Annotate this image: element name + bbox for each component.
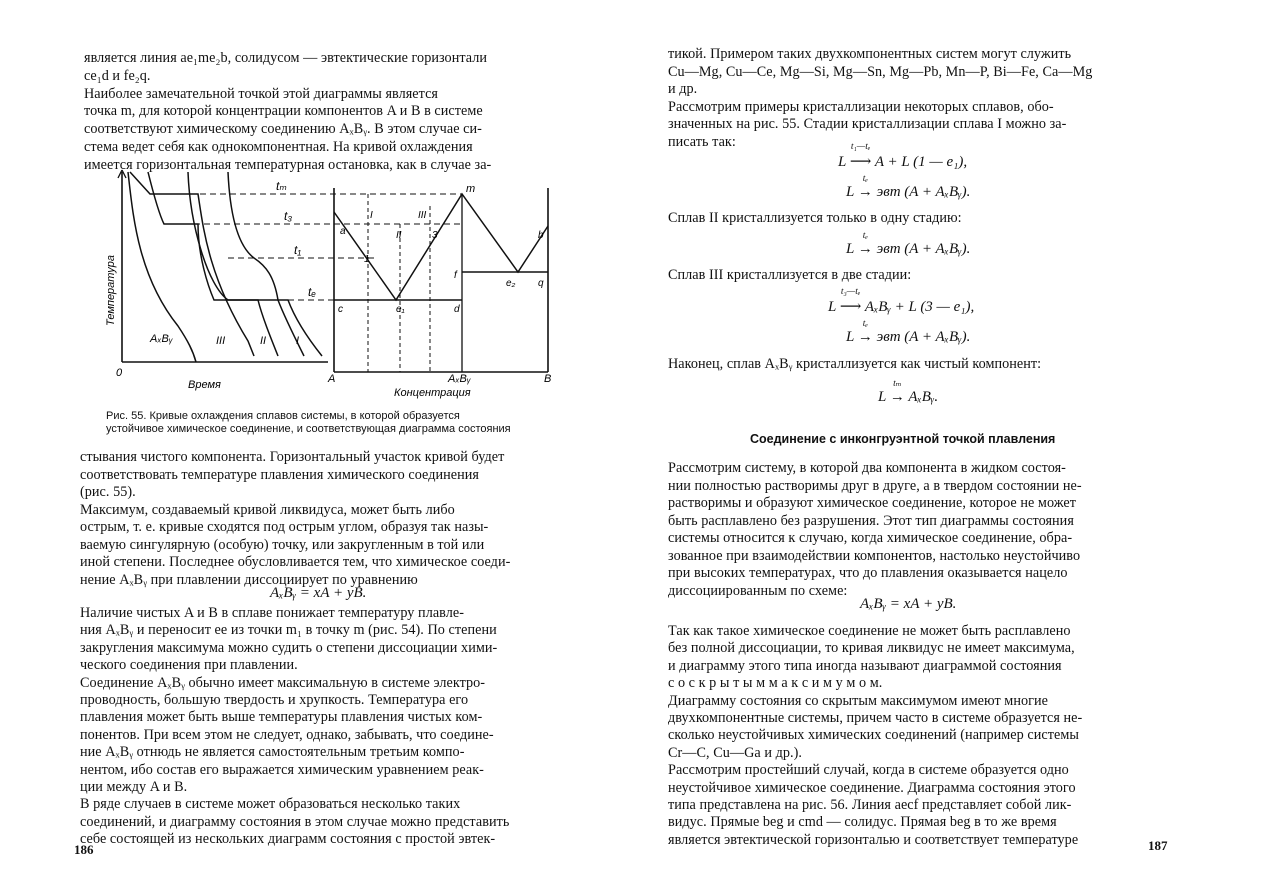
left-page xyxy=(0,0,630,894)
svg-text:tₘ: tₘ xyxy=(276,179,287,193)
svg-text:I: I xyxy=(370,210,373,221)
svg-text:c: c xyxy=(338,304,343,315)
text-line: нии полностью растворимы друг в друге, а в твердом состоянии не- xyxy=(668,477,1082,494)
text-line: видус. Прямые beg и cmd — солидус. Прямая beg в то же время xyxy=(668,814,1057,831)
svg-text:III: III xyxy=(418,210,427,221)
text-line: Соединение AₓBᵧ обычно имеет максимальную в системе электро- xyxy=(80,674,486,691)
svg-text:II: II xyxy=(260,335,267,347)
svg-text:I: I xyxy=(296,335,300,347)
text-line: типа представлена на рис. 56. Линия aecf представляет собой лик- xyxy=(668,797,1072,813)
text-line: ваемую сингулярную (особую) точку, или закругленным в той или xyxy=(80,536,485,553)
text-line: имеется горизонтальная температурная остановка, как в случае за- xyxy=(84,156,492,173)
svg-text:B: B xyxy=(544,373,552,385)
text-line: диссоциированным по схеме: xyxy=(668,582,848,599)
text-line: Так как такое химическое соединение не может быть расплавлено xyxy=(668,623,1071,639)
text-line: Наличие чистых A и B в сплаве понижает температуру плавле- xyxy=(80,605,464,621)
text-line: (рис. 55). xyxy=(80,484,136,500)
text-line: ние AₓBᵧ отнюдь не является самостоятельным третьим компо- xyxy=(80,744,465,761)
equation-dissociation-right: AₓBᵧ = xA + yB. xyxy=(860,596,957,612)
text-line: Cr—C, Cu—Ga и др.). xyxy=(668,744,802,761)
text-line: Максимум, создаваемый кривой ликвидуса, может быть либо xyxy=(80,501,455,518)
equation-alloy3-stage2: L tₑ → эвт (A + AₓBᵧ). xyxy=(846,319,971,345)
figure-caption-line1: Рис. 55. Кривые охлаждения сплавов системы, в которой образуется xyxy=(106,410,460,422)
svg-text:tₑ: tₑ xyxy=(308,285,316,299)
text-line: острым, т. е. кривые сходятся под острым углом, образуя так назы- xyxy=(80,519,489,535)
text-alloy3: Сплав III кристаллизуется в две стадии: xyxy=(668,267,912,283)
text-line: иной степени. Последнее обусловливается тем, что химическое соеди- xyxy=(80,554,511,570)
svg-text:AₓBᵧ: AₓBᵧ xyxy=(448,373,471,385)
svg-text:Время: Время xyxy=(188,379,221,391)
text-line: является линия ae₁me₂b, солидусом — эвтектические горизонтали xyxy=(84,50,488,66)
text-line: ческого соединения при плавлении. xyxy=(80,657,298,674)
equation-alloy1-stage1: L t₁—tₑ ⟶ A + L (1 — e₁), xyxy=(838,142,968,170)
text-line: зованное при взаимодействии компонентов, настолько неустойчиво xyxy=(668,547,1081,564)
text-line: при высоких температурах, что до плавления оказывается нацело xyxy=(668,565,1068,581)
text-line: нение AₓBᵧ при плавлении диссоциирует по уравнению xyxy=(80,571,418,588)
svg-text:t₁: t₁ xyxy=(294,243,302,257)
svg-text:b: b xyxy=(538,230,544,241)
svg-text:3: 3 xyxy=(432,230,438,241)
text-line: понентов. При всем этом не следует, однако, забывать, что соедине- xyxy=(80,726,494,743)
cooling-curve-i xyxy=(228,172,322,356)
svg-text:t₃: t₃ xyxy=(284,209,293,223)
text-line: соответствовать температуре плавления химического соединения xyxy=(80,466,479,483)
text-line: нентом, ибо состав его выражается химическим уравнением реак- xyxy=(80,761,484,778)
cooling-curve-ii xyxy=(188,172,304,356)
text-line: писать так: xyxy=(668,134,736,150)
text-line: Cu—Mg, Cu—Ce, Mg—Si, Mg—Sn, Mg—Pb, Mn—P, Bi—Fe, Ca—Mg xyxy=(668,63,1093,80)
page-number-left: 186 xyxy=(74,842,94,857)
text-line: стема ведет себя как однокомпонентная. На кривой охлаждения xyxy=(84,139,473,155)
equation-alloy2: L tₑ → эвт (A + AₓBᵧ). xyxy=(846,231,971,257)
text-line: соответствуют химическому соединению AₓBᵧ. В этом случае си- xyxy=(84,121,482,138)
svg-text:a: a xyxy=(340,226,346,237)
text-line: и диаграмму этого типа иногда называют диаграммой состояния xyxy=(668,657,1062,674)
equation-alloy3-stage1: L t₃—tₑ ⟶ AₓBᵧ + L (3 — e₁), xyxy=(828,287,975,315)
text-line: ции между A и B. xyxy=(80,779,188,795)
text-line: точка m, для которой концентрации компонентов A и B в системе xyxy=(84,103,483,120)
svg-text:AₓBᵧ: AₓBᵧ xyxy=(150,333,173,345)
page-number-right: 187 xyxy=(1148,838,1168,853)
text-line: системы относится к случаю, когда химическое соединение, обра- xyxy=(668,530,1073,546)
figure-caption-line2: устойчивое химическое соединение, и соответствующая диаграмма состояния xyxy=(106,423,511,435)
svg-text:q: q xyxy=(538,278,544,289)
text-line: и др. xyxy=(668,81,698,98)
svg-text:m: m xyxy=(466,183,476,195)
svg-text:1: 1 xyxy=(364,254,370,265)
figure-55 xyxy=(78,166,578,406)
text-line: плавления может быть выше температуры плавления чистых ком- xyxy=(80,709,483,726)
svg-text:e₁: e₁ xyxy=(396,304,405,315)
text-line: Наиболее замечательной точкой этой диаграммы является xyxy=(84,85,438,102)
text-final: Наконец, сплав AₓBᵧ кристаллизуется как чистый компонент: xyxy=(668,356,1042,372)
equation-pure-compound: L tₘ → AₓBᵧ. xyxy=(878,379,939,405)
equation-dissociation-left: AₓBᵧ = xA + yB. xyxy=(270,585,367,601)
text-line: тикой. Примером таких двухкомпонентных систем могут служить xyxy=(668,46,1072,62)
svg-text:A: A xyxy=(328,373,336,385)
svg-text:Концентрация: Концентрация xyxy=(394,387,471,399)
text-line: себе состоящей из нескольких диаграмм состояния с простой эвтек- xyxy=(80,831,496,848)
equation-alloy1-stage2: L tₑ → эвт (A + AₓBᵧ). xyxy=(846,174,971,200)
svg-text:f: f xyxy=(454,270,457,281)
text-line: является эвтектической горизонталью и соответствует температуре xyxy=(668,831,1079,848)
text-line: Рассмотрим простейший случай, когда в системе образуется одно xyxy=(668,762,1069,779)
svg-text:Температура: Температура xyxy=(105,255,117,326)
text-line: сколько неустойчивых химических соединений (например системы xyxy=(668,727,1079,744)
right-page xyxy=(632,0,1263,894)
text-line: быть расплавлено без разрушения. Этот тип диаграммы состояния xyxy=(668,512,1074,529)
text-line: с о с к р ы т ы м м а к с и м у м о м. xyxy=(668,675,883,692)
text-line: проводность, большую твердость и хрупкость. Температура его xyxy=(80,692,469,708)
text-line: ce₁d и fe₂q. xyxy=(84,67,151,84)
text-line: стывания чистого компонента. Горизонтальный участок кривой будет xyxy=(80,449,505,465)
svg-text:II: II xyxy=(396,230,402,241)
text-line: двухкомпонентные системы, причем часто в системе образуется не- xyxy=(668,710,1083,726)
text-line: неустойчивое химическое соединение. Диаграмма состояния этого xyxy=(668,779,1076,796)
text-alloy2: Сплав II кристаллизуется только в одну стадию: xyxy=(668,210,962,226)
svg-text:III: III xyxy=(216,335,226,347)
text-line: Рассмотрим систему, в которой два компонента в жидком состоя- xyxy=(668,460,1066,476)
text-line: Рассмотрим примеры кристаллизации некоторых сплавов, обо- xyxy=(668,98,1054,115)
svg-text:d: d xyxy=(454,304,460,315)
text-line: без полной диссоциации, то кривая ликвидус не имеет максимума, xyxy=(668,640,1075,657)
text-line: ния AₓBᵧ и переносит ее из точки m₁ в точку m (рис. 54). По степени xyxy=(80,622,497,639)
text-line: растворимы и образуют химическое соединение, которое не может xyxy=(668,495,1077,511)
text-line: соединений, и диаграмму состояния в этом случае можно представить xyxy=(80,813,510,830)
text-line: В ряде случаев в системе может образоваться несколько таких xyxy=(80,796,461,813)
text-line: значенных на рис. 55. Стадии кристаллизации сплава I можно за- xyxy=(668,116,1067,133)
svg-text:0: 0 xyxy=(116,367,123,379)
text-line: Диаграмму состояния со скрытым максимумом имеют многие xyxy=(668,692,1048,709)
text-line: закругления максимума можно судить о степени диссоциации хими- xyxy=(80,639,498,656)
svg-text:e₂: e₂ xyxy=(506,278,516,289)
section-heading: Соединение с инконгруэнтной точкой плавления xyxy=(750,432,1056,446)
